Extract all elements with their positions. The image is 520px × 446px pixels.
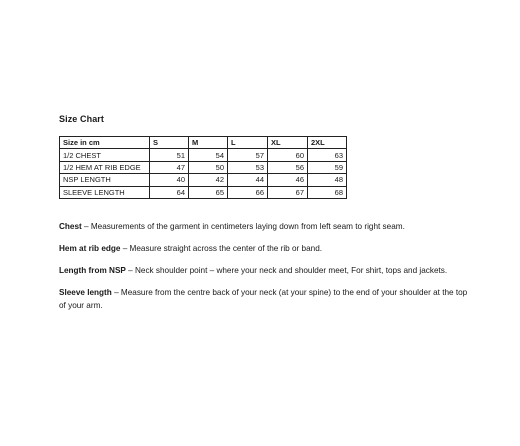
note-text: – Neck shoulder point – where your neck and shoulder meet, For shirt, tops and jackets.	[125, 266, 448, 275]
table-cell: 59	[308, 161, 347, 173]
table-cell: 65	[189, 186, 228, 198]
row-label: 1/2 HEM AT RIB EDGE	[60, 161, 150, 173]
size-chart-title: Size Chart	[59, 114, 105, 124]
table-cell: 66	[228, 186, 268, 198]
note-hem	[59, 242, 469, 255]
table-row	[60, 161, 347, 173]
table-cell: 44	[228, 174, 268, 186]
table-cell: 68	[308, 186, 347, 198]
header-size-s: S	[150, 137, 189, 149]
table-cell: 56	[268, 161, 308, 173]
row-label: SLEEVE LENGTH	[60, 186, 150, 198]
table-cell: 42	[189, 174, 228, 186]
table-cell: 46	[268, 174, 308, 186]
header-size-l: L	[228, 137, 268, 149]
header-size-in-cm: Size in cm	[60, 137, 150, 149]
table-cell: 40	[150, 174, 189, 186]
table-row	[60, 186, 347, 198]
table-cell: 53	[228, 161, 268, 173]
row-label: NSP LENGTH	[60, 174, 150, 186]
table-cell: 47	[150, 161, 189, 173]
table-cell: 54	[189, 149, 228, 161]
measurement-notes	[59, 220, 469, 321]
note-text: – Measure straight across the center of the rib or band.	[120, 244, 323, 253]
table-cell: 63	[308, 149, 347, 161]
note-text: – Measure from the centre back of your neck (at your spine) to the end of your shoulder at the top of your arm.	[59, 288, 468, 310]
table-cell: 57	[228, 149, 268, 161]
table-cell: 64	[150, 186, 189, 198]
table-row	[60, 174, 347, 186]
note-chest	[59, 220, 469, 233]
header-size-m: M	[189, 137, 228, 149]
note-text: – Measurements of the garment in centimeters laying down from left seam to right seam.	[81, 222, 405, 231]
note-term: Hem at rib edge	[59, 244, 121, 253]
header-size-2xl: 2XL	[308, 137, 347, 149]
note-length	[59, 264, 469, 277]
note-term: Length from NSP	[59, 266, 126, 275]
table-cell: 48	[308, 174, 347, 186]
table-header-row	[60, 137, 347, 149]
table-cell: 60	[268, 149, 308, 161]
table-row	[60, 149, 347, 161]
size-chart-table	[59, 136, 347, 199]
note-term: Chest	[59, 222, 82, 231]
row-label: 1/2 CHEST	[60, 149, 150, 161]
table-cell: 50	[189, 161, 228, 173]
header-size-xl: XL	[268, 137, 308, 149]
table-cell: 51	[150, 149, 189, 161]
note-term: Sleeve length	[59, 288, 112, 297]
note-sleeve	[59, 286, 469, 312]
table-cell: 67	[268, 186, 308, 198]
